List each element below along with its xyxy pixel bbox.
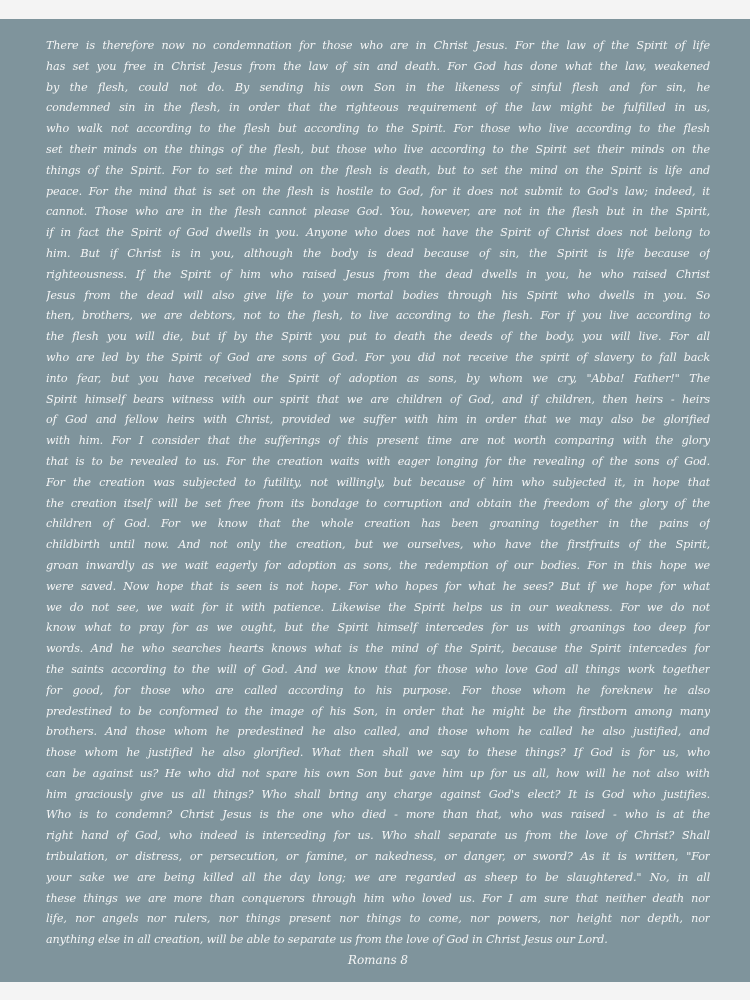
scripture-line: were saved. Now hope that is seen is not hope. For who hopes for what he sees? But if we hope for what bbox=[46, 579, 710, 593]
scripture-line: things of the Spirit. For to set the mind on the flesh is death, but to set the mind on the Spirit is life and bbox=[46, 163, 710, 177]
scripture-line: childbirth until now. And not only the creation, but we ourselves, who have the firstfruits of the Spirit, bbox=[46, 538, 710, 552]
scripture-line: anything else in all creation, will be able to separate us from the love of God in Christ Jesus our Lord. bbox=[46, 933, 608, 947]
scripture-line: who walk not according to the flesh but according to the Spirit. For those who live according to the flesh bbox=[46, 122, 710, 136]
scripture-line: the saints according to the will of God. And we know that for those who love God all things work together bbox=[46, 662, 710, 676]
scripture-reference: Romans 8 bbox=[347, 953, 409, 968]
scripture-line: that is to be revealed to us. For the creation waits with eager longing for the revealing of the sons of God. bbox=[46, 454, 710, 468]
scripture-line: peace. For the mind that is set on the flesh is hostile to God, for it does not submit to God's law; indeed, it bbox=[46, 184, 710, 198]
scripture-line: of God and fellow heirs with Christ, provided we suffer with him in order that we may also be glorified bbox=[46, 413, 710, 427]
scripture-line: condemned sin in the flesh, in order that the righteous requirement of the law might be fulfilled in us, bbox=[46, 101, 710, 115]
scripture-line: those whom he justified he also glorified. What then shall we say to these things? If God is for us, who bbox=[46, 746, 710, 760]
scripture-text bbox=[46, 36, 710, 951]
scripture-line: For the creation was subjected to futility, not willingly, but because of him who subjected it, in hope that bbox=[46, 475, 710, 489]
scripture-line: set their minds on the things of the flesh, but those who live according to the Spirit set their minds on the bbox=[46, 142, 710, 156]
scripture-line: children of God. For we know that the whole creation has been groaning together in the pains of bbox=[46, 517, 710, 531]
scripture-line: There is therefore now no condemnation for those who are in Christ Jesus. For the law of the Spirit of life bbox=[46, 39, 710, 52]
scripture-line: righteousness. If the Spirit of him who raised Jesus from the dead dwells in you, he who raised Christ bbox=[46, 267, 710, 281]
scripture-line: life, nor angels nor rulers, nor things present nor things to come, nor powers, nor height nor depth, nor bbox=[46, 912, 710, 926]
scripture-line: Spirit himself bears witness with our spirit that we are children of God, and if children, then heirs - heirs bbox=[46, 392, 710, 406]
scripture-line: with him. For I consider that the sufferings of this present time are not worth comparing with the glory bbox=[46, 434, 710, 448]
scripture-line: we do not see, we wait for it with patience. Likewise the Spirit helps us in our weakness. For we do not bbox=[46, 600, 710, 614]
scripture-line: brothers. And those whom he predestined he also called, and those whom he called he also justified, and bbox=[46, 725, 710, 739]
scripture-line: the flesh you will die, but if by the Spirit you put to death the deeds of the body, you will live. For all bbox=[46, 330, 710, 344]
scripture-line: predestined to be conformed to the image of his Son, in order that he might be the firstborn among many bbox=[46, 704, 710, 718]
scripture-line: your sake we are being killed all the day long; we are regarded as sheep to be slaughtered." No, in all bbox=[46, 870, 710, 884]
scripture-art-print bbox=[0, 19, 750, 982]
scripture-line: right hand of God, who indeed is interceding for us. Who shall separate us from the love of Christ? Shall bbox=[46, 829, 710, 843]
scripture-line: by the flesh, could not do. By sending his own Son in the likeness of sinful flesh and for sin, he bbox=[46, 80, 710, 94]
scripture-line: these things we are more than conquerors through him who loved us. For I am sure that neither death nor bbox=[46, 891, 710, 905]
scripture-line: who are led by the Spirit of God are sons of God. For you did not receive the spirit of slavery to fall back bbox=[46, 350, 710, 364]
scripture-line: him graciously give us all things? Who shall bring any charge against God's elect? It is God who justifies. bbox=[46, 787, 710, 801]
scripture-line: if in fact the Spirit of God dwells in you. Anyone who does not have the Spirit of Christ does not belong to bbox=[46, 226, 710, 240]
scripture-line: know what to pray for as we ought, but the Spirit himself intercedes for us with groanings too deep for bbox=[46, 621, 710, 635]
scripture-line: tribulation, or distress, or persecution, or famine, or nakedness, or danger, or sword? As it is written, "For bbox=[46, 850, 710, 864]
scripture-line: him. But if Christ is in you, although the body is dead because of sin, the Spirit is life because of bbox=[46, 246, 710, 260]
scripture-line: has set you free in Christ Jesus from the law of sin and death. For God has done what the law, weakened bbox=[46, 59, 710, 73]
scripture-line: can be against us? He who did not spare his own Son but gave him up for us all, how will he not also with bbox=[46, 766, 710, 780]
scripture-line: for good, for those who are called according to his purpose. For those whom he foreknew he also bbox=[46, 683, 710, 697]
scripture-line: Jesus from the dead will also give life to your mortal bodies through his Spirit who dwells in you. So bbox=[46, 288, 710, 302]
scripture-line: cannot. Those who are in the flesh cannot please God. You, however, are not in the flesh but in the Spirit, bbox=[46, 205, 710, 219]
scripture-line: words. And he who searches hearts knows what is the mind of the Spirit, because the Spirit intercedes for bbox=[46, 642, 710, 656]
scripture-line: then, brothers, we are debtors, not to the flesh, to live according to the flesh. For if you live according to bbox=[46, 309, 710, 323]
scripture-line: groan inwardly as we wait eagerly for adoption as sons, the redemption of our bodies. For in this hope we bbox=[46, 558, 710, 572]
scripture-line: into fear, but you have received the Spirit of adoption as sons, by whom we cry, "Abba! Father!" The bbox=[46, 371, 710, 385]
scripture-line: Who is to condemn? Christ Jesus is the one who died - more than that, who was raised - who is at the bbox=[46, 808, 710, 822]
scripture-line: the creation itself will be set free from its bondage to corruption and obtain the freedom of the glory of the bbox=[46, 496, 710, 510]
